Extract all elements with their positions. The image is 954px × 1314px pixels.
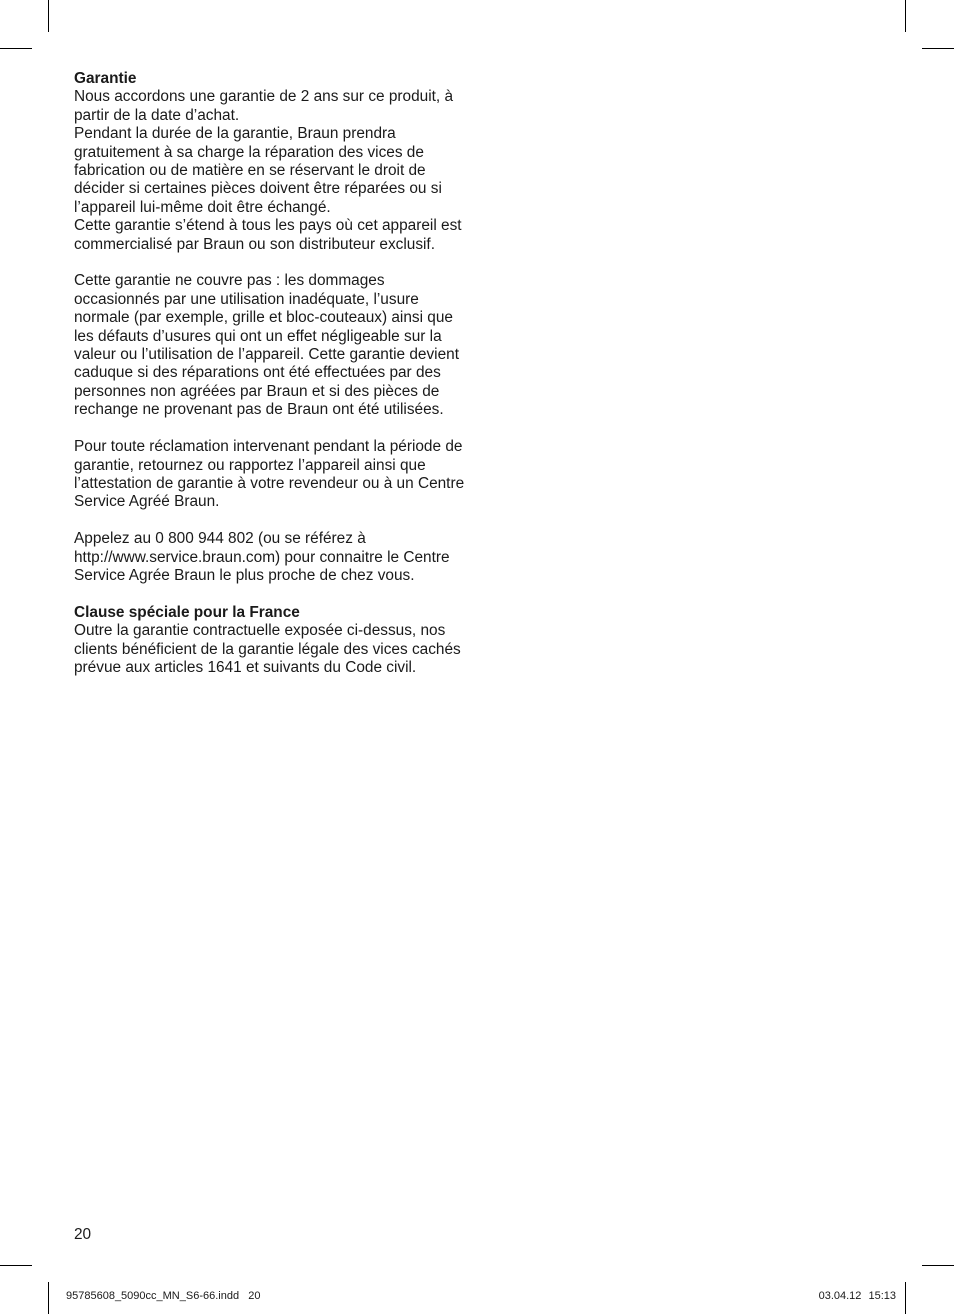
crop-mark-bottom-left-horizontal <box>0 1265 32 1266</box>
crop-mark-top-left-vertical <box>48 0 49 32</box>
paragraph-gap <box>74 585 474 603</box>
footer-file-slug: 95785608_5090cc_MN_S6-66.indd 20 <box>66 1290 261 1302</box>
crop-mark-top-right-horizontal <box>922 48 954 49</box>
warranty-claim-paragraph: Pour toute réclamation intervenant pendant la période de garantie, retournez ou rapportez l’appareil ainsi que l’attestation de garantie à votre revendeur ou à un Centre Service Agréé Braun. <box>74 438 465 511</box>
france-clause-paragraph: Outre la garantie contractuelle exposée ci-dessus, nos clients bénéficient de la garantie légale des vices cachés prévue aux articles 1641 et suivants du Code civil. <box>74 622 461 676</box>
section-heading-france-clause: Clause spéciale pour la France <box>74 603 300 621</box>
crop-mark-bottom-right-horizontal <box>922 1265 954 1266</box>
warranty-countries-paragraph: Cette garantie s’étend à tous les pays où cet appareil est commercialisé par Braun ou son distributeur exclusif. <box>74 217 462 253</box>
crop-mark-top-right-vertical <box>905 0 906 32</box>
warranty-exclusions-paragraph: Cette garantie ne couvre pas : les dommages occasionnés par une utilisation inadéquate, l’usure normale (par exemple, grille et bloc-couteaux) ainsi que les défauts d’usures qui ont un effet négligeable sur la valeur ou l’utilisation de l’appareil. Cette garantie devient caduque si des réparations ont été effectuées par des personnes non agréées par Braun et si des pièces de rechange ne provenant pas de Braun ont été utilisées. <box>74 272 459 419</box>
page-number: 20 <box>74 1226 92 1243</box>
section-heading-garantie: Garantie <box>74 70 137 87</box>
footer-date: 03.04.12 <box>818 1290 862 1302</box>
document-body <box>74 70 474 677</box>
footer-time: 15:13 <box>868 1290 896 1302</box>
paragraph-gap <box>74 420 474 438</box>
crop-mark-bottom-left-vertical <box>48 1282 49 1314</box>
warranty-duration-paragraph: Nous accordons une garantie de 2 ans sur ce produit, à partir de la date d’achat. <box>74 88 454 124</box>
crop-mark-bottom-right-vertical <box>905 1282 906 1314</box>
footer-timestamp <box>819 1290 896 1303</box>
paragraph-gap <box>74 254 474 272</box>
paragraph-gap <box>74 512 474 530</box>
warranty-repair-paragraph: Pendant la durée de la garantie, Braun prendra gratuitement à sa charge la réparation des vices de fabrication ou de matière en se réservant le droit de décider si certaines pièces doivent être réparées ou si l’appareil lui-même doit être échangé. <box>74 125 442 216</box>
crop-mark-top-left-horizontal <box>0 48 32 49</box>
service-contact-paragraph: Appelez au 0 800 944 802 (ou se référez à http://www.service.braun.com) pour connaitre le Centre Service Agrée Braun le plus proche de chez vous. <box>74 530 450 584</box>
